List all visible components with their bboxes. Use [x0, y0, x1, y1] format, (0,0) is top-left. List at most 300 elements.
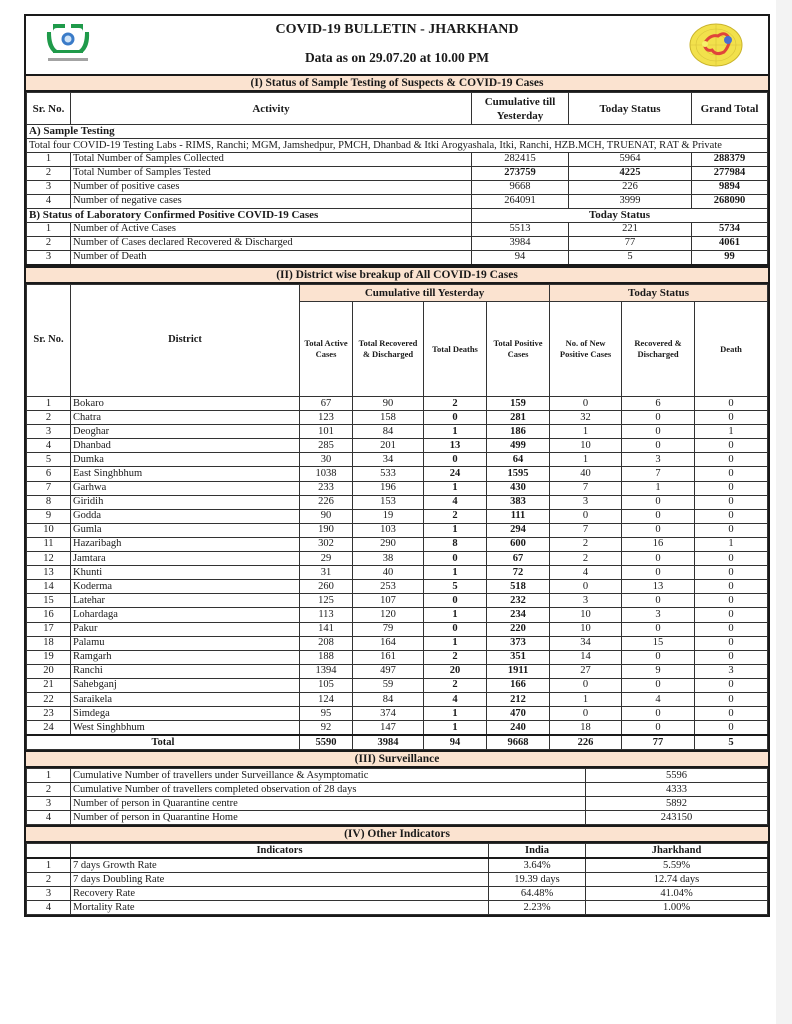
positive-cases: 212: [487, 692, 550, 706]
active-cases: 90: [300, 509, 353, 523]
today: 226: [569, 181, 692, 195]
district-name: Dumka: [71, 453, 300, 467]
sr-no: 6: [27, 467, 71, 481]
table-row: [27, 721, 768, 736]
sr-no: 10: [27, 523, 71, 537]
sr-no: 11: [27, 537, 71, 551]
active-cases: 31: [300, 566, 353, 580]
table-row: [27, 411, 768, 425]
district-name: Dhanbad: [71, 439, 300, 453]
total-today-death: 5: [695, 735, 768, 750]
indicator-label: Recovery Rate: [71, 887, 489, 901]
sample-testing-label: A) Sample Testing: [27, 125, 768, 139]
today-death: 0: [695, 636, 768, 650]
recovered: 84: [353, 692, 424, 706]
activity: Number of positive cases: [71, 181, 472, 195]
sr-no: 15: [27, 594, 71, 608]
district-name: Godda: [71, 509, 300, 523]
table-row: [27, 537, 768, 551]
today: 5: [569, 251, 692, 266]
jharkhand-value: 5.59%: [586, 858, 768, 873]
india-value: 64.48%: [489, 887, 586, 901]
today-death: 0: [695, 608, 768, 622]
table-row: [27, 251, 768, 266]
deaths: 4: [424, 495, 487, 509]
recovered: 40: [353, 566, 424, 580]
today-death: 0: [695, 467, 768, 481]
today-death: 0: [695, 397, 768, 411]
district-name: West Singhbhum: [71, 721, 300, 736]
col-deaths: Total Deaths: [424, 302, 487, 397]
new-positive: 10: [550, 608, 622, 622]
sr-no: 5: [27, 453, 71, 467]
sr-no: 7: [27, 481, 71, 495]
grand-total: 288379: [692, 153, 768, 167]
table-row: [27, 901, 768, 915]
india-value: 2.23%: [489, 901, 586, 915]
new-positive: 18: [550, 721, 622, 736]
jharkhand-value: 12.74 days: [586, 873, 768, 887]
jharkhand-value: 41.04%: [586, 887, 768, 901]
col-indicators: Indicators: [71, 844, 489, 859]
active-cases: 233: [300, 481, 353, 495]
new-positive: 27: [550, 664, 622, 678]
active-cases: 124: [300, 692, 353, 706]
new-positive: 4: [550, 566, 622, 580]
sr-no: 4: [27, 811, 71, 825]
active-cases: 29: [300, 552, 353, 566]
sr-no: 21: [27, 678, 71, 692]
positive-cases: 1595: [487, 467, 550, 481]
deaths: 13: [424, 439, 487, 453]
bulletin-date: Data as on 29.07.20 at 10.00 PM: [304, 50, 490, 65]
deaths: 1: [424, 608, 487, 622]
activity: Total Number of Samples Tested: [71, 167, 472, 181]
new-positive: 1: [550, 425, 622, 439]
recovered: 90: [353, 397, 424, 411]
new-positive: 3: [550, 495, 622, 509]
today-death: 0: [695, 566, 768, 580]
positive-today-header: Today Status: [472, 209, 768, 223]
district-name: Bokaro: [71, 397, 300, 411]
deaths: 0: [424, 622, 487, 636]
today-death: 0: [695, 481, 768, 495]
table-row: [27, 608, 768, 622]
district-name: Latehar: [71, 594, 300, 608]
positive-cases: 518: [487, 580, 550, 594]
cumulative: 282415: [472, 153, 569, 167]
surveillance-label: Cumulative Number of travellers under Surveillance & Asymptomatic: [71, 769, 586, 783]
new-positive: 10: [550, 622, 622, 636]
new-positive: 1: [550, 453, 622, 467]
new-positive: 0: [550, 678, 622, 692]
group-cumulative: Cumulative till Yesterday: [300, 285, 550, 302]
recovered: 201: [353, 439, 424, 453]
active-cases: 1394: [300, 664, 353, 678]
recovered: 153: [353, 495, 424, 509]
deaths: 8: [424, 537, 487, 551]
sr-no: 1: [27, 397, 71, 411]
deaths: 24: [424, 467, 487, 481]
total-label: Total: [27, 735, 300, 750]
table-row: [27, 707, 768, 721]
today-recovered: 0: [622, 721, 695, 736]
total-row: [27, 735, 768, 750]
active-cases: 105: [300, 678, 353, 692]
recovered: 59: [353, 678, 424, 692]
table-row: [27, 566, 768, 580]
positive-cases: 72: [487, 566, 550, 580]
activity: Number of negative cases: [71, 195, 472, 209]
grand-total: 99: [692, 251, 768, 266]
new-positive: 0: [550, 580, 622, 594]
active-cases: 208: [300, 636, 353, 650]
district-table: [26, 284, 768, 750]
active-cases: 226: [300, 495, 353, 509]
today-death: 0: [695, 622, 768, 636]
recovered: 120: [353, 608, 424, 622]
deaths: 20: [424, 664, 487, 678]
district-name: Gumla: [71, 523, 300, 537]
surveillance-value: 5892: [586, 797, 768, 811]
table-row: [27, 167, 768, 181]
table-row: [27, 481, 768, 495]
district-name: Ramgarh: [71, 650, 300, 664]
today-death: 0: [695, 495, 768, 509]
today-recovered: 0: [622, 523, 695, 537]
new-positive: 34: [550, 636, 622, 650]
table-row: [27, 664, 768, 678]
recovered: 533: [353, 467, 424, 481]
today-death: 0: [695, 453, 768, 467]
active-cases: 113: [300, 608, 353, 622]
deaths: 2: [424, 509, 487, 523]
active-cases: 190: [300, 523, 353, 537]
table-row: [27, 397, 768, 411]
new-positive: 0: [550, 509, 622, 523]
recovered: 103: [353, 523, 424, 537]
table-row: [27, 797, 768, 811]
sr-no: 20: [27, 664, 71, 678]
district-name: Koderma: [71, 580, 300, 594]
total-positive: 9668: [487, 735, 550, 750]
positive-cases: 1911: [487, 664, 550, 678]
table-row: [27, 552, 768, 566]
positive-cases: 220: [487, 622, 550, 636]
table-row: [27, 887, 768, 901]
today-recovered: 0: [622, 425, 695, 439]
district-name: Giridih: [71, 495, 300, 509]
today-recovered: 0: [622, 622, 695, 636]
positive-cases: 234: [487, 608, 550, 622]
deaths: 5: [424, 580, 487, 594]
district-name: Ranchi: [71, 664, 300, 678]
positive-cases: 232: [487, 594, 550, 608]
district-name: Pakur: [71, 622, 300, 636]
table-row: [27, 783, 768, 797]
active-cases: 125: [300, 594, 353, 608]
grand-total: 5734: [692, 223, 768, 237]
sr-no: 14: [27, 580, 71, 594]
total-new: 226: [550, 735, 622, 750]
col-jharkhand: Jharkhand: [586, 844, 768, 859]
district-name: Palamu: [71, 636, 300, 650]
today-recovered: 7: [622, 467, 695, 481]
sr-no: 18: [27, 636, 71, 650]
surveillance-value: 243150: [586, 811, 768, 825]
col-grand-total: Grand Total: [692, 93, 768, 125]
recovered: 38: [353, 552, 424, 566]
table-row: [27, 237, 768, 251]
deaths: 1: [424, 636, 487, 650]
positive-cases: 430: [487, 481, 550, 495]
table-row: [27, 873, 768, 887]
district-name: East Singhbhum: [71, 467, 300, 481]
indicator-label: 7 days Doubling Rate: [71, 873, 489, 887]
district-name: Jamtara: [71, 552, 300, 566]
sr-no: 2: [27, 167, 71, 181]
deaths: 1: [424, 707, 487, 721]
recovered: 34: [353, 453, 424, 467]
recovered: 161: [353, 650, 424, 664]
positive-cases: 294: [487, 523, 550, 537]
today-death: 1: [695, 537, 768, 551]
table-row: [27, 195, 768, 209]
india-value: 19.39 days: [489, 873, 586, 887]
total-recovered: 3984: [353, 735, 424, 750]
table-row: [27, 181, 768, 195]
sr-no: 4: [27, 901, 71, 915]
new-positive: 7: [550, 481, 622, 495]
col-new-positive: No. of New Positive Cases: [550, 302, 622, 397]
deaths: 1: [424, 523, 487, 537]
sr-no: 3: [27, 425, 71, 439]
recovered: 158: [353, 411, 424, 425]
new-positive: 40: [550, 467, 622, 481]
today-recovered: 0: [622, 678, 695, 692]
recovered: 196: [353, 481, 424, 495]
new-positive: 7: [550, 523, 622, 537]
district-name: Lohardaga: [71, 608, 300, 622]
today: 5964: [569, 153, 692, 167]
table-row: [27, 678, 768, 692]
district-rows: [27, 397, 768, 736]
table-row: [27, 439, 768, 453]
sr-no: 3: [27, 181, 71, 195]
today-recovered: 1: [622, 481, 695, 495]
bulletin-header: [26, 16, 768, 76]
active-cases: 141: [300, 622, 353, 636]
district-name: Sahebganj: [71, 678, 300, 692]
today: 3999: [569, 195, 692, 209]
cumulative: 3984: [472, 237, 569, 251]
today-death: 3: [695, 664, 768, 678]
today-recovered: 13: [622, 580, 695, 594]
positive-cases: 499: [487, 439, 550, 453]
surveillance-table: [26, 768, 768, 825]
surveillance-label: Number of person in Quarantine centre: [71, 797, 586, 811]
total-active: 5590: [300, 735, 353, 750]
positive-status-label: B) Status of Laboratory Confirmed Positive COVID-19 Cases: [27, 209, 472, 223]
recovered: 147: [353, 721, 424, 736]
active-cases: 95: [300, 707, 353, 721]
today-recovered: 3: [622, 453, 695, 467]
today-recovered: 0: [622, 509, 695, 523]
positive-cases: 240: [487, 721, 550, 736]
surveillance-label: Number of person in Quarantine Home: [71, 811, 586, 825]
today: 4225: [569, 167, 692, 181]
health-dept-emblem-icon: [688, 22, 744, 68]
today-recovered: 4: [622, 692, 695, 706]
today-death: 0: [695, 580, 768, 594]
sr-no: 2: [27, 783, 71, 797]
indicator-label: 7 days Growth Rate: [71, 858, 489, 873]
col-recovered: Total Recovered & Discharged: [353, 302, 424, 397]
new-positive: 14: [550, 650, 622, 664]
col-today-status: Today Status: [569, 93, 692, 125]
today-death: 0: [695, 678, 768, 692]
recovered: 253: [353, 580, 424, 594]
activity: Number of Cases declared Recovered & Discharged: [71, 237, 472, 251]
today-recovered: 0: [622, 411, 695, 425]
section-4-title: (IV) Other Indicators: [26, 825, 768, 843]
today-recovered: 0: [622, 552, 695, 566]
table-row: [27, 495, 768, 509]
table-row: [27, 425, 768, 439]
table-row: [27, 594, 768, 608]
today-death: 0: [695, 707, 768, 721]
positive-cases: 600: [487, 537, 550, 551]
sr-no: 8: [27, 495, 71, 509]
sr-no: 13: [27, 566, 71, 580]
table-row: [27, 523, 768, 537]
table-row: [27, 650, 768, 664]
today-recovered: 16: [622, 537, 695, 551]
sr-no: 1: [27, 769, 71, 783]
active-cases: 302: [300, 537, 353, 551]
positive-cases: 470: [487, 707, 550, 721]
district-name: Deoghar: [71, 425, 300, 439]
sr-no: 23: [27, 707, 71, 721]
active-cases: 30: [300, 453, 353, 467]
district-name: Simdega: [71, 707, 300, 721]
active-cases: 285: [300, 439, 353, 453]
positive-cases: 383: [487, 495, 550, 509]
covid-bulletin-document: [24, 14, 770, 917]
sr-no: 4: [27, 439, 71, 453]
new-positive: 2: [550, 552, 622, 566]
recovered: 19: [353, 509, 424, 523]
cumulative: 264091: [472, 195, 569, 209]
jharkhand-value: 1.00%: [586, 901, 768, 915]
new-positive: 2: [550, 537, 622, 551]
positive-cases: 166: [487, 678, 550, 692]
today-recovered: 15: [622, 636, 695, 650]
deaths: 2: [424, 678, 487, 692]
table-row: [27, 636, 768, 650]
today-recovered: 0: [622, 594, 695, 608]
surveillance-value: 4333: [586, 783, 768, 797]
recovered: 107: [353, 594, 424, 608]
grand-total: 9894: [692, 181, 768, 195]
col-india: India: [489, 844, 586, 859]
deaths: 0: [424, 552, 487, 566]
col-activity: Activity: [71, 93, 472, 125]
col-positive: Total Positive Cases: [487, 302, 550, 397]
sr-no: 3: [27, 797, 71, 811]
col-sr-no: Sr. No.: [27, 285, 71, 397]
district-name: Hazaribagh: [71, 537, 300, 551]
bulletin-title: COVID-19 BULLETIN - JHARKHAND: [275, 22, 519, 37]
active-cases: 123: [300, 411, 353, 425]
col-today-recovered: Recovered & Discharged: [622, 302, 695, 397]
viewer-side-strip: [776, 0, 792, 1024]
deaths: 2: [424, 397, 487, 411]
sr-no: 16: [27, 608, 71, 622]
district-name: Khunti: [71, 566, 300, 580]
sr-no: 1: [27, 223, 71, 237]
india-value: 3.64%: [489, 858, 586, 873]
group-today: Today Status: [550, 285, 768, 302]
today-death: 0: [695, 523, 768, 537]
active-cases: 260: [300, 580, 353, 594]
positive-cases: 281: [487, 411, 550, 425]
active-cases: 67: [300, 397, 353, 411]
recovered: 79: [353, 622, 424, 636]
deaths: 0: [424, 411, 487, 425]
today-recovered: 3: [622, 608, 695, 622]
sr-no: 19: [27, 650, 71, 664]
table-row: [27, 153, 768, 167]
sr-no: 17: [27, 622, 71, 636]
positive-cases: 67: [487, 552, 550, 566]
positive-cases: 64: [487, 453, 550, 467]
sr-no: 9: [27, 509, 71, 523]
today-death: 0: [695, 552, 768, 566]
positive-cases: 373: [487, 636, 550, 650]
positive-cases: 111: [487, 509, 550, 523]
table-row: [27, 580, 768, 594]
active-cases: 101: [300, 425, 353, 439]
sr-no: 2: [27, 873, 71, 887]
deaths: 0: [424, 453, 487, 467]
grand-total: 268090: [692, 195, 768, 209]
table-row: [27, 509, 768, 523]
total-today-recovered: 77: [622, 735, 695, 750]
col-district: District: [71, 285, 300, 397]
table-row: [27, 622, 768, 636]
today-death: 0: [695, 439, 768, 453]
today-death: 1: [695, 425, 768, 439]
positive-cases: 159: [487, 397, 550, 411]
sr-no: 2: [27, 237, 71, 251]
new-positive: 0: [550, 397, 622, 411]
section-2-title: (II) District wise breakup of All COVID-19 Cases: [26, 266, 768, 284]
total-deaths: 94: [424, 735, 487, 750]
cumulative: 5513: [472, 223, 569, 237]
table-row: [27, 223, 768, 237]
district-name: Garhwa: [71, 481, 300, 495]
today-death: 0: [695, 411, 768, 425]
today-recovered: 0: [622, 650, 695, 664]
grand-total: 4061: [692, 237, 768, 251]
grand-total: 277984: [692, 167, 768, 181]
surveillance-label: Cumulative Number of travellers completed observation of 28 days: [71, 783, 586, 797]
today: 77: [569, 237, 692, 251]
today-recovered: 0: [622, 439, 695, 453]
new-positive: 1: [550, 692, 622, 706]
activity: Number of Active Cases: [71, 223, 472, 237]
